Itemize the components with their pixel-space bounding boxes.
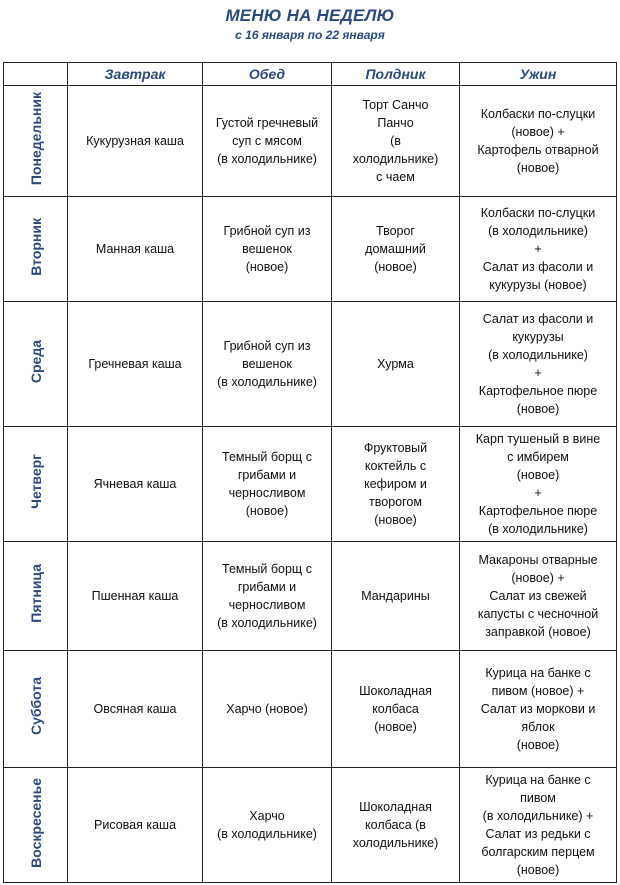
dinner-cell: Курица на банке с пивом (в холодильнике) + Салат из редьки с болгарским перцем (новое) [460, 768, 617, 883]
column-header-dinner: Ужин [460, 63, 617, 86]
table-row [4, 651, 617, 768]
lunch-cell: Грибной суп из вешенок (в холодильнике) [203, 302, 332, 427]
lunch-cell: Темный борщ с грибами и черносливом (новое) [203, 427, 332, 542]
breakfast-cell: Рисовая каша [68, 768, 203, 883]
lunch-cell: Харчо (в холодильнике) [203, 768, 332, 883]
breakfast-cell: Кукурузная каша [68, 86, 203, 197]
day-label: Четверг [27, 454, 44, 509]
lunch-cell: Грибной суп из вешенок (новое) [203, 197, 332, 302]
corner-cell [4, 63, 68, 86]
day-cell [4, 427, 68, 542]
day-label: Воскресенье [27, 777, 44, 868]
snack-cell: Шоколадная колбаса (новое) [332, 651, 460, 768]
table-row [4, 427, 617, 542]
header-row [4, 63, 617, 86]
breakfast-cell: Манная каша [68, 197, 203, 302]
dinner-cell: Курица на банке с пивом (новое) + Салат из моркови и яблок (новое) [460, 651, 617, 768]
day-label: Понедельник [27, 91, 44, 186]
day-cell [4, 542, 68, 651]
breakfast-cell: Пшенная каша [68, 542, 203, 651]
dinner-cell: Колбаски по-слуцки (в холодильнике) + Салат из фасоли и кукурузы (новое) [460, 197, 617, 302]
day-cell [4, 651, 68, 768]
dinner-cell: Колбаски по-слуцки (новое) + Картофель отварной (новое) [460, 86, 617, 197]
lunch-cell: Харчо (новое) [203, 651, 332, 768]
day-cell [4, 302, 68, 427]
breakfast-cell: Ячневая каша [68, 427, 203, 542]
dinner-cell: Салат из фасоли и кукурузы (в холодильнике) + Картофельное пюре (новое) [460, 302, 617, 427]
lunch-cell: Густой гречневый суп с мясом (в холодильнике) [203, 86, 332, 197]
table-row [4, 768, 617, 883]
snack-cell: Торт Санчо Панчо (в холодильнике) с чаем [332, 86, 460, 197]
day-label: Среда [27, 339, 44, 384]
day-cell [4, 768, 68, 883]
breakfast-cell: Гречневая каша [68, 302, 203, 427]
weekly-menu-table [3, 62, 617, 883]
snack-cell: Шоколадная колбаса (в холодильнике) [332, 768, 460, 883]
day-cell [4, 86, 68, 197]
day-label: Пятница [27, 564, 44, 623]
column-header-lunch: Обед [203, 63, 332, 86]
snack-cell: Фруктовый коктейль с кефиром и творогом (новое) [332, 427, 460, 542]
column-header-snack: Полдник [332, 63, 460, 86]
table-row [4, 542, 617, 651]
snack-cell: Хурма [332, 302, 460, 427]
lunch-cell: Темный борщ с грибами и черносливом (в холодильнике) [203, 542, 332, 651]
day-label: Суббота [27, 677, 44, 736]
dinner-cell: Карп тушеный в вине с имбирем (новое) + Картофельное пюре (в холодильнике) [460, 427, 617, 542]
page-title: МЕНЮ НА НЕДЕЛЮ [225, 6, 395, 25]
table-row [4, 197, 617, 302]
date-range-subtitle: с 16 января по 22 января [235, 28, 385, 42]
breakfast-cell: Овсяная каша [68, 651, 203, 768]
day-cell [4, 197, 68, 302]
table-row [4, 302, 617, 427]
column-header-breakfast: Завтрак [68, 63, 203, 86]
table-row [4, 86, 617, 197]
snack-cell: Мандарины [332, 542, 460, 651]
day-label: Вторник [27, 217, 44, 276]
dinner-cell: Макароны отварные (новое) + Салат из свежей капусты с чесночной заправкой (новое) [460, 542, 617, 651]
snack-cell: Творог домашний (новое) [332, 197, 460, 302]
